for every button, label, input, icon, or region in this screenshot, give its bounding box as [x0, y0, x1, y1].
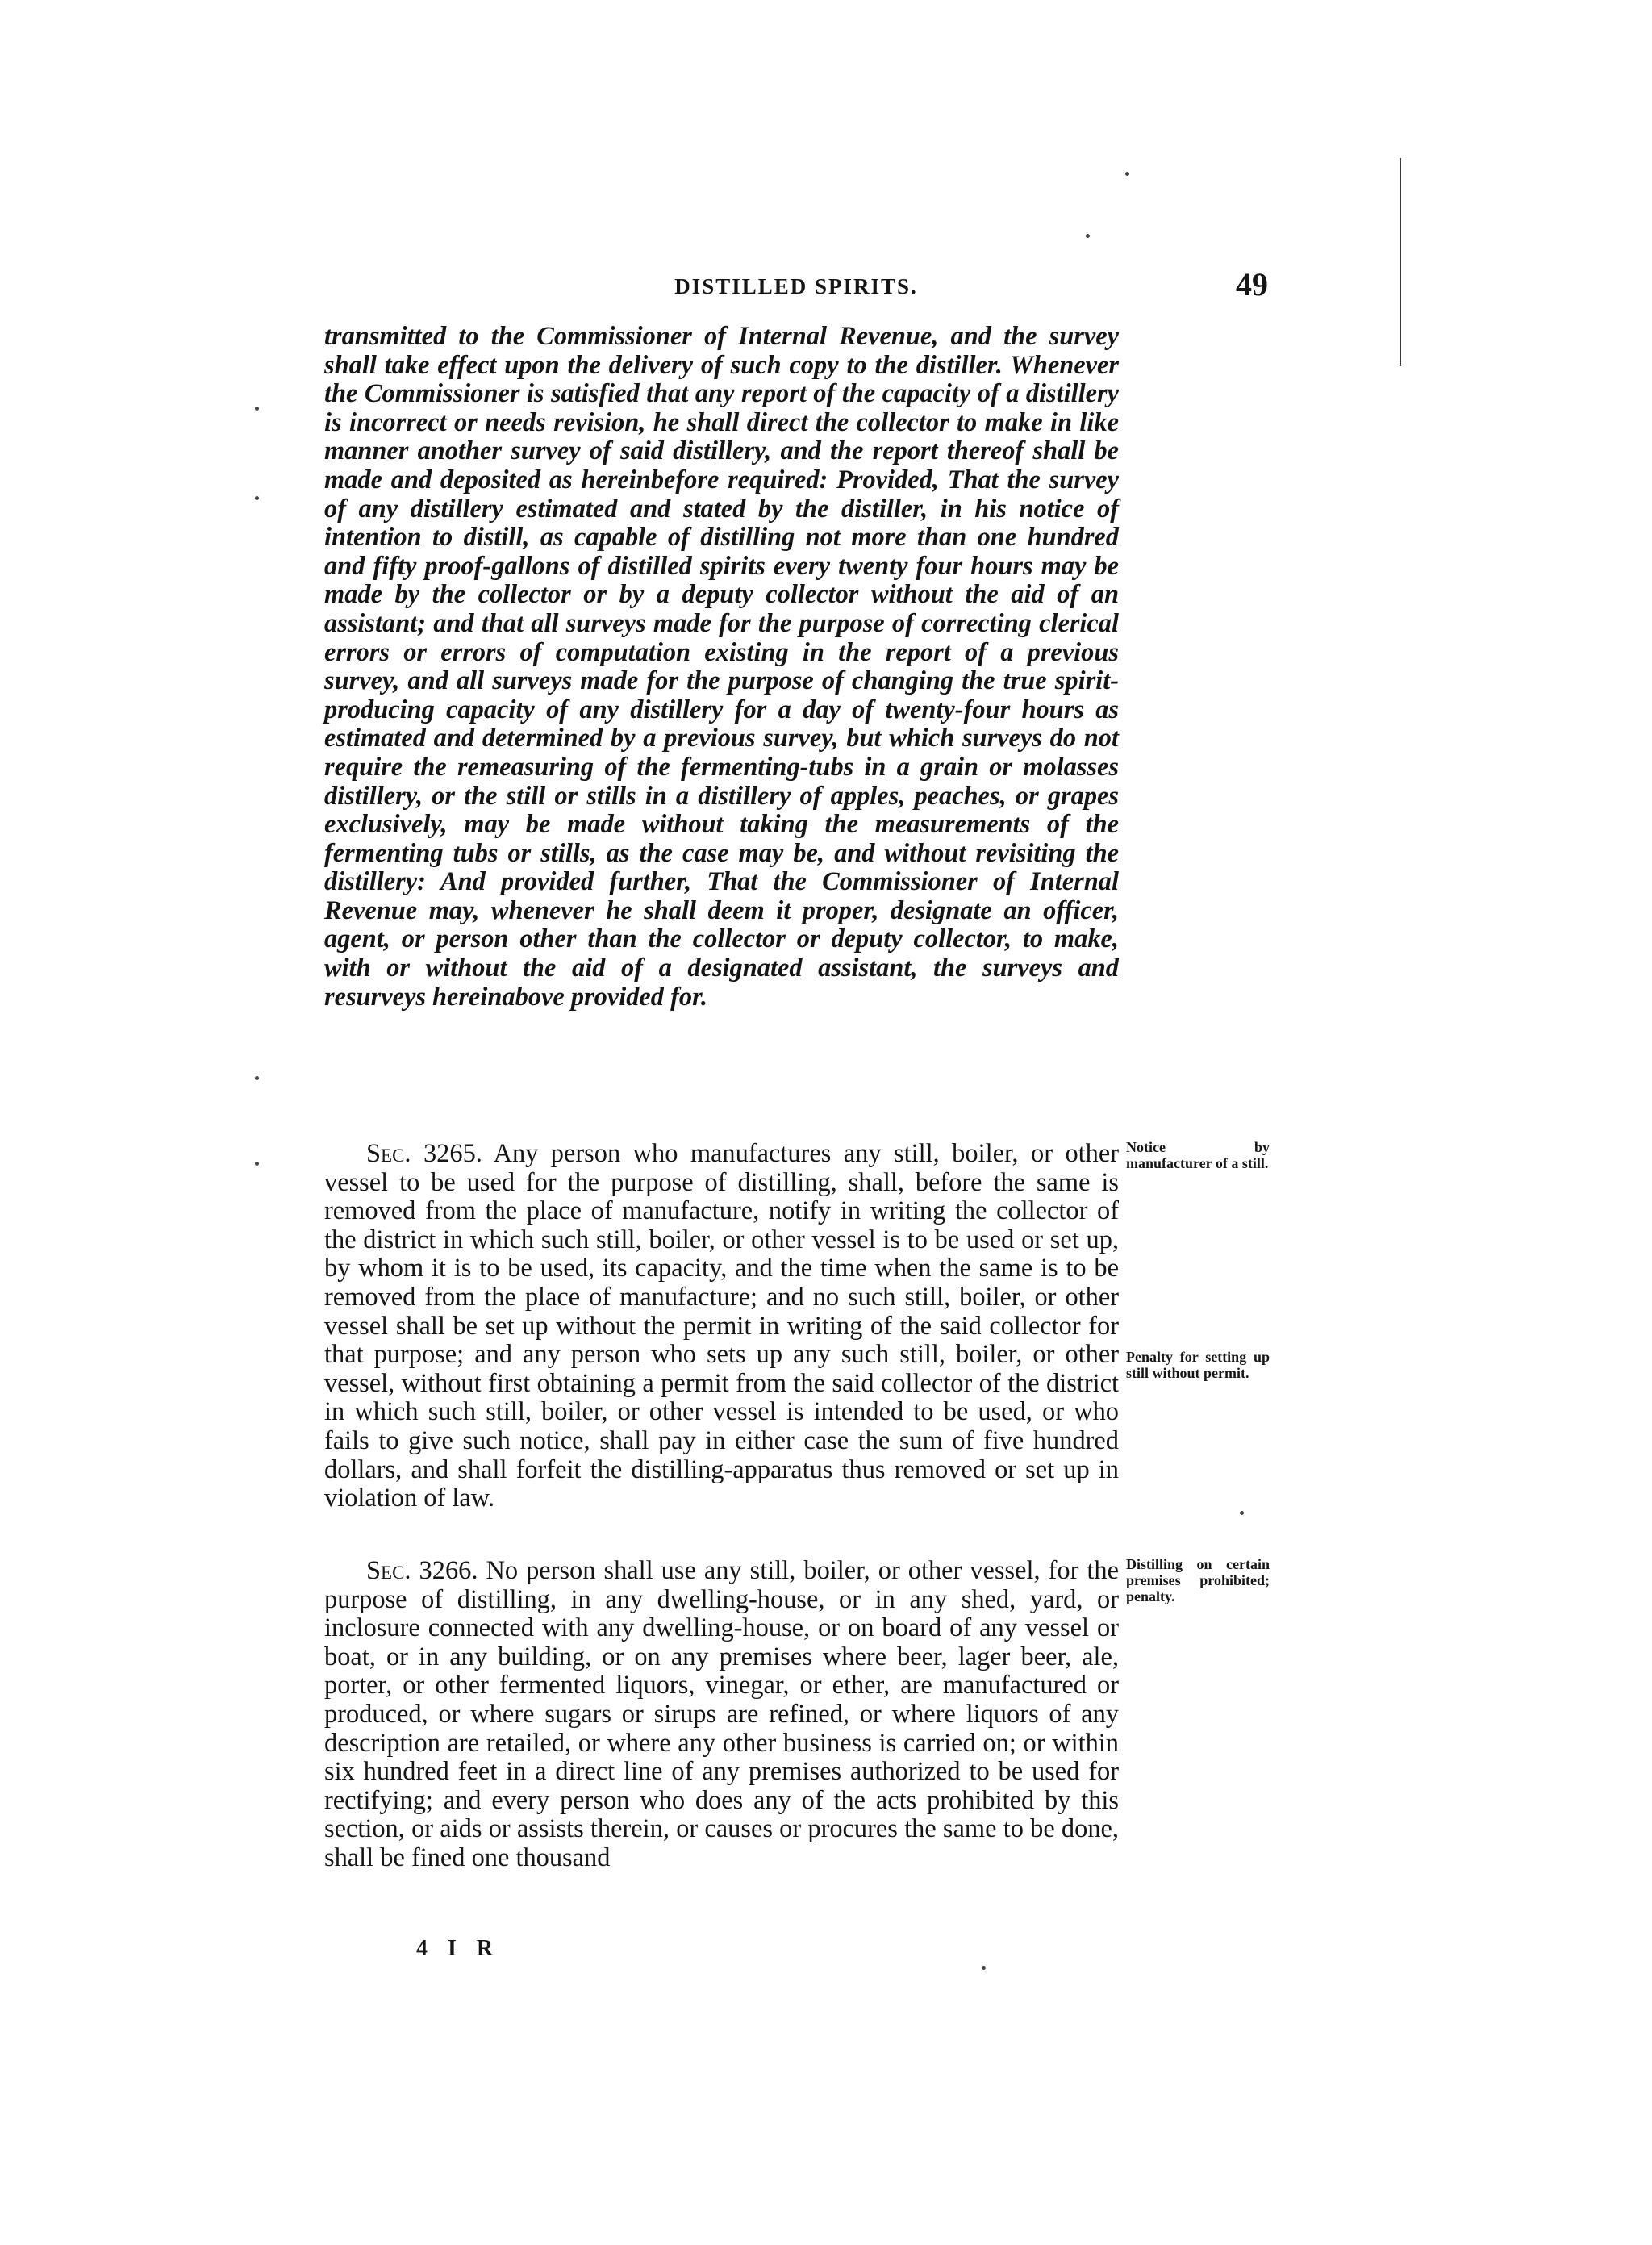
margin-note: Distilling on certain premises prohibited; penalty.: [1126, 1556, 1270, 1604]
section-label: Sec.: [366, 1139, 411, 1168]
section-3266: [324, 1557, 1119, 1873]
section-text: No person shall use any still, boiler, or other vessel, for the purpose of distilling, in any dwelling-house, or in any shed, yard, or inclosure connected with any dwelling-house, or on board of any vessel or boat, or in any building, or on any premises where beer, lager beer, ale, porter, or other fermented liquors, vinegar, or ether, are manufactured or produced, or where sugars or sirups are refined, or where liquors of any description are retailed, or where any other business is carried on; or within six hundred feet in a direct line of any premises authorized to be used for rectifying; and every person who does any of the acts prohibited by this section, or aids or assists therein, or causes or procures the same to be done, shall be fined one thousand: [324, 1556, 1119, 1872]
scan-speck: [1086, 234, 1090, 238]
section-label: Sec.: [366, 1556, 411, 1585]
section-3265: [324, 1140, 1119, 1513]
section-number: 3265.: [423, 1139, 482, 1168]
page-number: 49: [1236, 266, 1268, 303]
running-title: DISTILLED SPIRITS.: [674, 274, 918, 298]
scan-edge-rule: [1400, 158, 1401, 366]
section-number: 3266.: [419, 1556, 478, 1585]
proviso-paragraph: transmitted to the Commissioner of Internal Revenue, and the survey shall take effect upon the delivery of such copy to the distiller. Whenever the Commissioner is satisfied that any report of the capacity of a distillery is incorrect or needs revision, he shall direct the collector to make in like manner another survey of said distillery, and the report thereof shall be made and deposited as hereinbefore required: Provided, That the survey of any distillery estimated and stated by the distiller, in his notice of intention to distill, as capable of distilling not more than one hundred and fifty proof-gallons of distilled spirits every twenty four hours may be made by the collector or by a deputy collector without the aid of an assistant; and that all surveys made for the purpose of correcting clerical errors or errors of computation existing in the report of a previous survey, and all surveys made for the purpose of changing the true spirit-producing capacity of any distillery for a day of twenty-four hours as estimated and determined by a previous survey, but which surveys do not require the remeasuring of the fermenting-tubs in a grain or molasses distillery, or the still or stills in a distillery of apples, peaches, or grapes exclusively, may be made without taking the measurements of the fermenting tubs or stills, as the case may be, and without revisiting the distillery: And provided further, That the Commissioner of Internal Revenue may, whenever he shall deem it proper, designate an officer, agent, or person other than the collector or deputy collector, to make, with or without the aid of a designated assistant, the surveys and resurveys hereinabove provided for.: [324, 322, 1119, 1012]
margin-note: Notice by manufacturer of a still.: [1126, 1139, 1270, 1171]
scan-speck: [982, 1966, 986, 1970]
scan-speck: [1240, 1511, 1244, 1515]
scan-speck: [255, 1162, 259, 1166]
section-text: Any person who manufactures any still, boiler, or other vessel to be used for the purpose of distilling, shall, before the same is removed from the place of manufacture, notify in writing the collector of the district in which such still, boiler, or other vessel is to be used or set up, by whom it is to be used, its capacity, and the time when the same is to be removed from the place of manufacture; and no such still, boiler, or other vessel shall be set up without the permit in writing of the said collector for that purpose; and any person who sets up any such still, boiler, or other vessel, without first obtaining a permit from the said collector of the district in which such still, boiler, or other vessel is intended to be used, or who fails to give such notice, shall pay in either case the sum of five hundred dollars, and shall forfeit the distilling-apparatus thus removed or set up in violation of law.: [324, 1139, 1119, 1513]
margin-note: Penalty for setting up still without permit.: [1126, 1349, 1270, 1381]
scan-speck: [255, 496, 259, 500]
scan-speck: [1125, 172, 1129, 176]
signature-mark: 4 I R: [416, 1936, 501, 1961]
scan-speck: [255, 407, 259, 411]
running-header: [324, 268, 1268, 305]
scan-speck: [255, 1076, 259, 1080]
